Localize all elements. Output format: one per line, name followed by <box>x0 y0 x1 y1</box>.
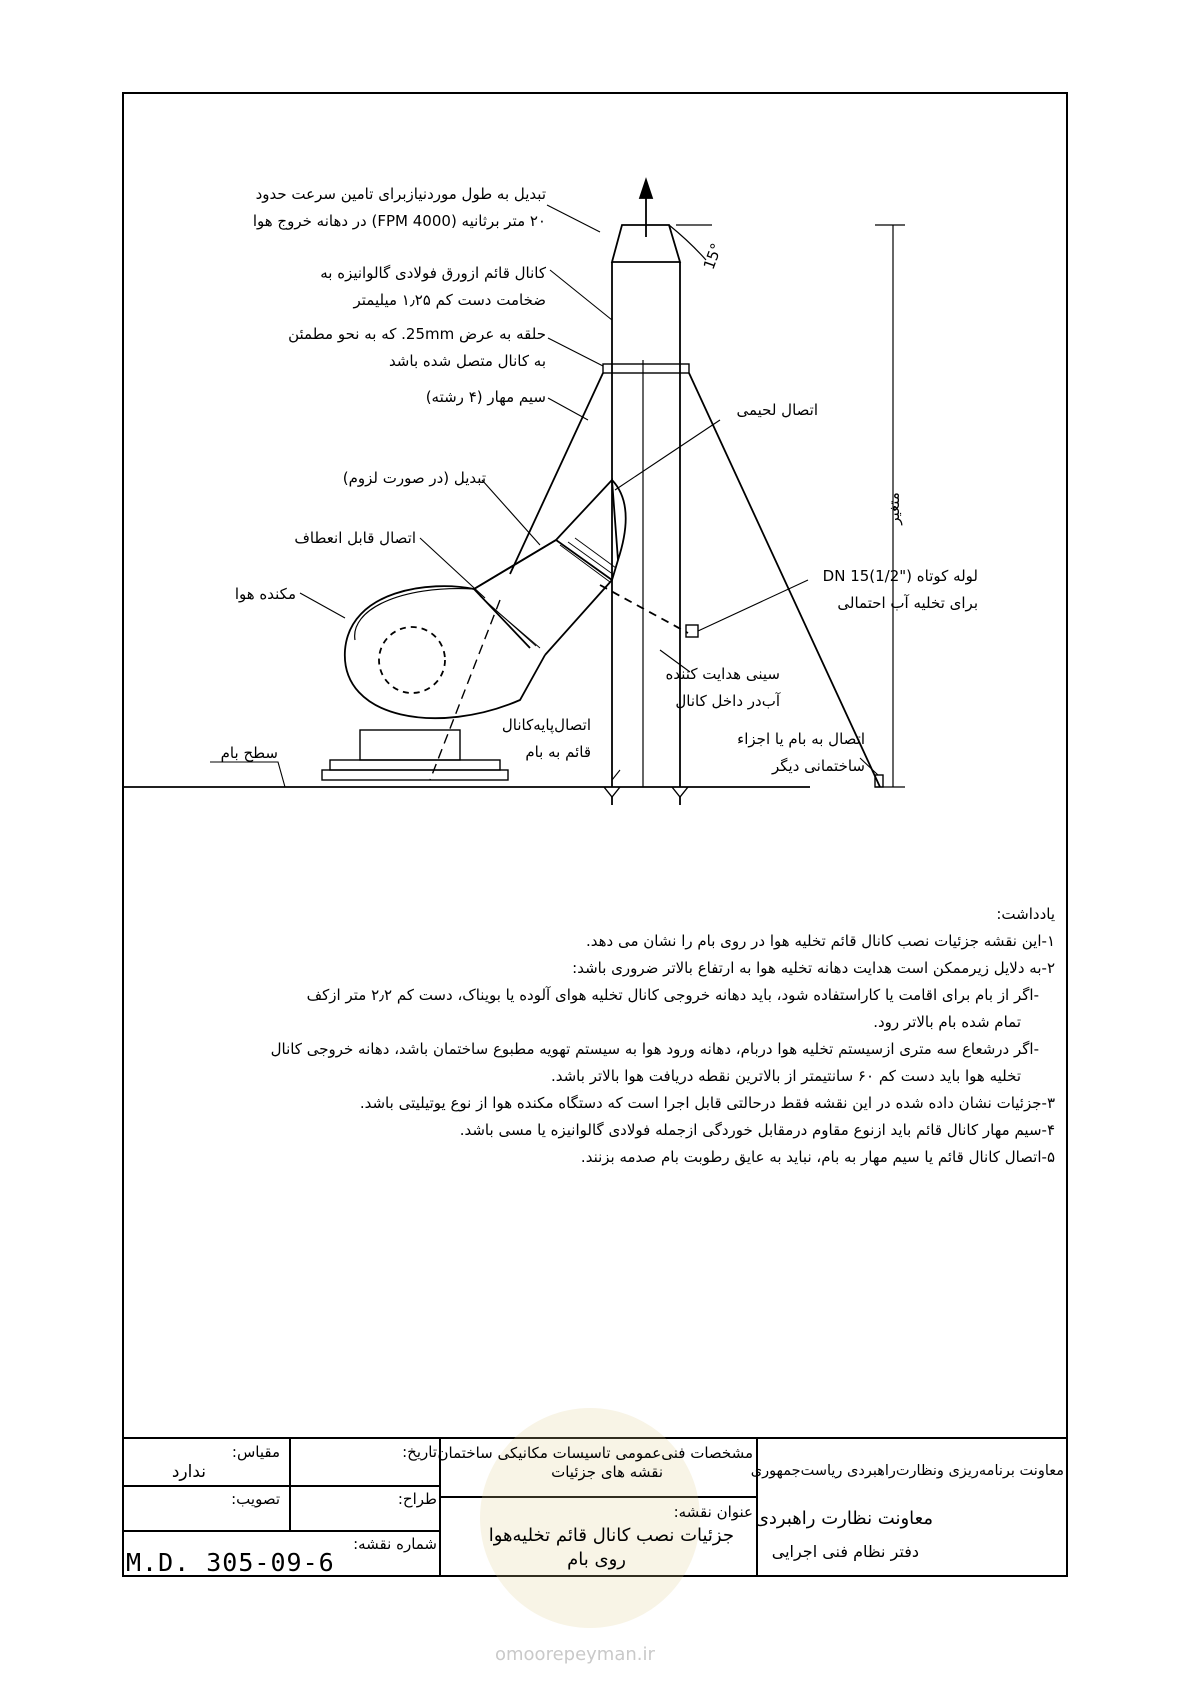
fan-wheel <box>379 627 445 693</box>
fan-base <box>360 730 460 760</box>
notes <box>155 901 1055 1171</box>
label-weld: اتصال لحیمی <box>736 401 818 419</box>
designer-label: طراح: <box>397 1490 437 1508</box>
note-3: ۳-جزئیات نشان داده شده در این نقشه فقط درحالتی قابل اجرا است که دستگاه مکنده هوا از نوع یوتیلیتی باشد. <box>359 1094 1055 1112</box>
approval-label: تصویب: <box>231 1490 280 1508</box>
note-5: ۵-اتصال کانال قائم یا سیم مهار به بام، نباید به عایق رطوبت بام صدمه بزنند. <box>580 1148 1055 1166</box>
note-2: ۲-به دلایل زیرممکن است هدایت دهانه تخلیه هوا به ارتفاع بالاتر ضروری باشد: <box>572 959 1055 977</box>
label-fan: مکنده هوا <box>234 585 296 603</box>
drawing-number-label: شماره نقشه: <box>353 1535 437 1553</box>
drawing-title-label: عنوان نقشه: <box>673 1503 753 1521</box>
label-angle: 15° <box>699 240 726 272</box>
org-name-1: معاونت برنامه‌ریزی ونظارت‌راهبردی ریاست‌جمهوری <box>750 1463 1064 1479</box>
label-roof: سطح بام <box>220 744 278 762</box>
flex-hatch <box>480 538 616 648</box>
notes-heading: یادداشت: <box>996 905 1055 923</box>
elbow <box>612 480 626 560</box>
note-2b-2: تخلیه هوا باید دست کم ۶۰ سانتیمتر از بالاترین نقطه دریافت هوا بالاتر باشد. <box>550 1067 1021 1085</box>
label-duct: کانال قائم ازورق فولادی گالوانیزه به ضخامت دست کم ۱٫۲۵ میلیمتر <box>320 264 546 309</box>
label-drain: لوله کوتاه ("DN 15(1/2 برای تخلیه آب احتمالی <box>822 567 978 612</box>
drawing-title-1: جزئیات نصب کانال قائم تخلیه‌هوا <box>488 1525 734 1546</box>
label-base: اتصال‌پایه‌کانال قائم به بام <box>501 716 591 761</box>
label-variable: متغیر <box>884 492 903 525</box>
date-label: تاریخ: <box>402 1443 437 1461</box>
label-reducer: تبدیل به طول موردنیازبرای تامین سرعت حدود ۲۰ متر برثانیه (4000 FPM) در دهانه خروج هوا <box>252 185 546 230</box>
spec-title-1: مشخصات فنی‌عمومی تاسیسات مکانیکی ساختمان <box>437 1444 753 1462</box>
note-4: ۴-سیم مهار کانال قائم باید ازنوع مقاوم درمقابل خوردگی ازجمله فولادی گالوانیزه یا مسی باشد. <box>459 1121 1055 1139</box>
label-tray: سینی هدایت کننده آب‌در داخل کانال <box>665 665 780 710</box>
drawing-number: M.D. 305-09-6 <box>126 1548 335 1577</box>
scale-value: ندارد <box>171 1462 206 1482</box>
label-transition: تبدیل (در صورت لزوم) <box>342 469 486 487</box>
drawing-title-2: روی بام <box>567 1549 626 1570</box>
note-2a-2: تمام شده بام بالاتر رود. <box>873 1013 1021 1031</box>
drain-pipe <box>686 625 698 637</box>
org-name-2: معاونت نظارت راهبردی <box>754 1508 933 1529</box>
watermark-url: omoorepeyman.ir <box>495 1644 655 1665</box>
scale-label: مقیاس: <box>231 1443 280 1461</box>
ring <box>603 364 689 373</box>
note-2a-1: -اگر از بام برای اقامت یا کاراستفاده شود، باید دهانه خروجی کانال تخلیه هوای آلوده یا بویناک، دست کم ۲٫۲ متر ازکف <box>306 986 1039 1004</box>
spec-title-2: نقشه های جزئیات <box>551 1463 663 1481</box>
label-flex: اتصال قابل انعطاف <box>294 529 416 547</box>
label-guy-wire: سیم مهار (۴ رشته) <box>425 388 546 406</box>
note-1: ۱-این نقشه جزئیات نصب کانال قائم تخلیه هوا در روی بام را نشان می دهد. <box>585 932 1055 950</box>
watermark-seal <box>480 1408 700 1628</box>
drain-tray <box>600 585 688 633</box>
label-roof-connection: اتصال به بام یا اجزاء ساختمانی دیگر <box>737 730 865 775</box>
note-2b-1: -اگر درشعاع سه متری ازسیستم تخلیه هوا دربام، دهانه ورود هوا به سیستم تهویه مطبوع ساختمان باشد، دهانه خروجی کانال <box>270 1040 1039 1058</box>
label-ring: حلقه به عرض 25mm. که به نحو مطمئن به کانال متصل شده باشد <box>288 325 546 370</box>
org-name-3: دفتر نظام فنی اجرایی <box>771 1542 919 1561</box>
